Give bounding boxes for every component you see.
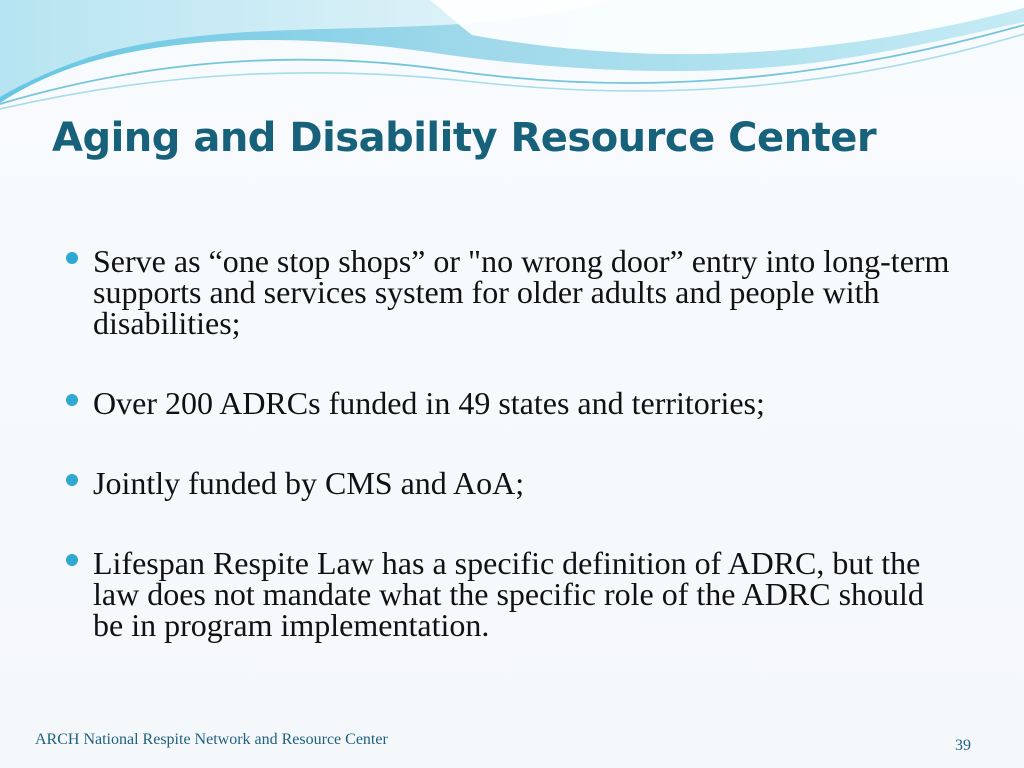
circle-bullet-icon [66,394,78,406]
circle-bullet-icon [66,554,78,566]
bullet-list [62,243,962,643]
bullet-text-joint-funding: Jointly funded by CMS and AoA; [93,465,525,501]
circle-bullet-icon [66,252,78,264]
page-number: 39 [955,737,971,754]
header-wave-decoration [0,0,1024,120]
bullet-item-adrc-funding-count [62,385,962,421]
bullet-text-adrc-role: Serve as “one stop shops” or "no wrong door” entry into long-term supports and services system for older adults and people with disabilities; [93,243,950,341]
bullet-text-lifespan-respite-law: Lifespan Respite Law has a specific definition of ADRC, but the law does not mandate what the specific role of the ADRC should be in program implementation. [93,545,924,643]
circle-bullet-icon [66,474,78,486]
bullet-item-lifespan-respite-law [62,545,962,643]
bullet-item-joint-funding [62,465,962,501]
bullet-text-adrc-funding-count: Over 200 ADRCs funded in 49 states and territories; [93,385,765,421]
slide-title: Aging and Disability Resource Center [52,115,877,161]
footer-organization: ARCH National Respite Network and Resource Center [35,731,388,748]
bullet-item-adrc-role [62,243,962,341]
